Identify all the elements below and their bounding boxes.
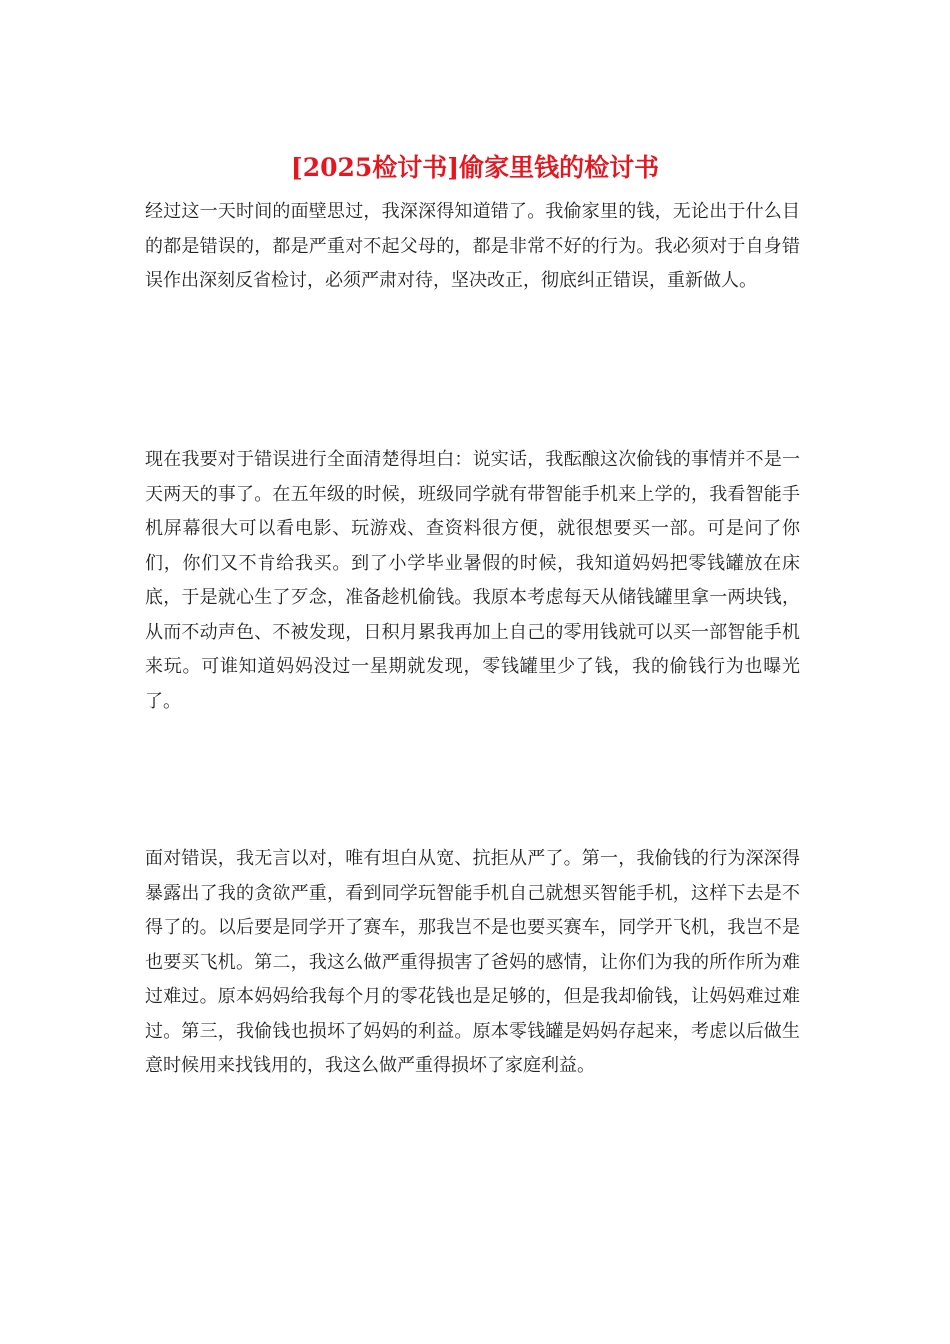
- paragraph-confession: 现在我要对于错误进行全面清楚得坦白：说实话，我酝酿这次偷钱的事情并不是一天两天的事了。在五年级的时候，班级同学就有带智能手机来上学的，我看智能手机屏幕很大可以看电影、玩游戏、查资料很方便，就很想要买一部。可是问了你们，你们又不肯给我买。到了小学毕业暑假的时候，我知道妈妈把零钱罐放在床底，于是就心生了歹念，准备趁机偷钱。我原本考虑每天从储钱罐里拿一两块钱，从而不动声色、不被发现，日积月累我再加上自己的零用钱就可以买一部智能手机来玩。可谁知道妈妈没过一星期就发现，零钱罐里少了钱，我的偷钱行为也曝光了。: [145, 449, 800, 712]
- document-title: [2025检讨书]偷家里钱的检讨书: [290, 153, 660, 182]
- paragraph-reflection: 面对错误，我无言以对，唯有坦白从宽、抗拒从严了。第一，我偷钱的行为深深得暴露出了我的贪欲严重，看到同学玩智能手机自己就想买智能手机，这样下去是不得了的。以后要是同学开了赛车，那我岂不是也要买赛车，同学开飞机，我岂不是也要买飞机。第二，我这么做严重得损害了爸妈的感情，让你们为我的所作所为难过难过。原本妈妈给我每个月的零花钱也是足够的，但是我却偷钱，让妈妈难过难过。第三，我偷钱也损坏了妈妈的利益。原本零钱罐是妈妈存起来，考虑以后做生意时候用来找钱用的，我这么做严重得损坏了家庭利益。: [145, 848, 800, 1076]
- paragraph-intro: 经过这一天时间的面壁思过，我深深得知道错了。我偷家里的钱，无论出于什么目的都是错误的，都是严重对不起父母的，都是非常不好的行为。我必须对于自身错误作出深刻反省检讨，必须严肃对待，坚决改正，彻底纠正错误，重新做人。: [145, 201, 800, 291]
